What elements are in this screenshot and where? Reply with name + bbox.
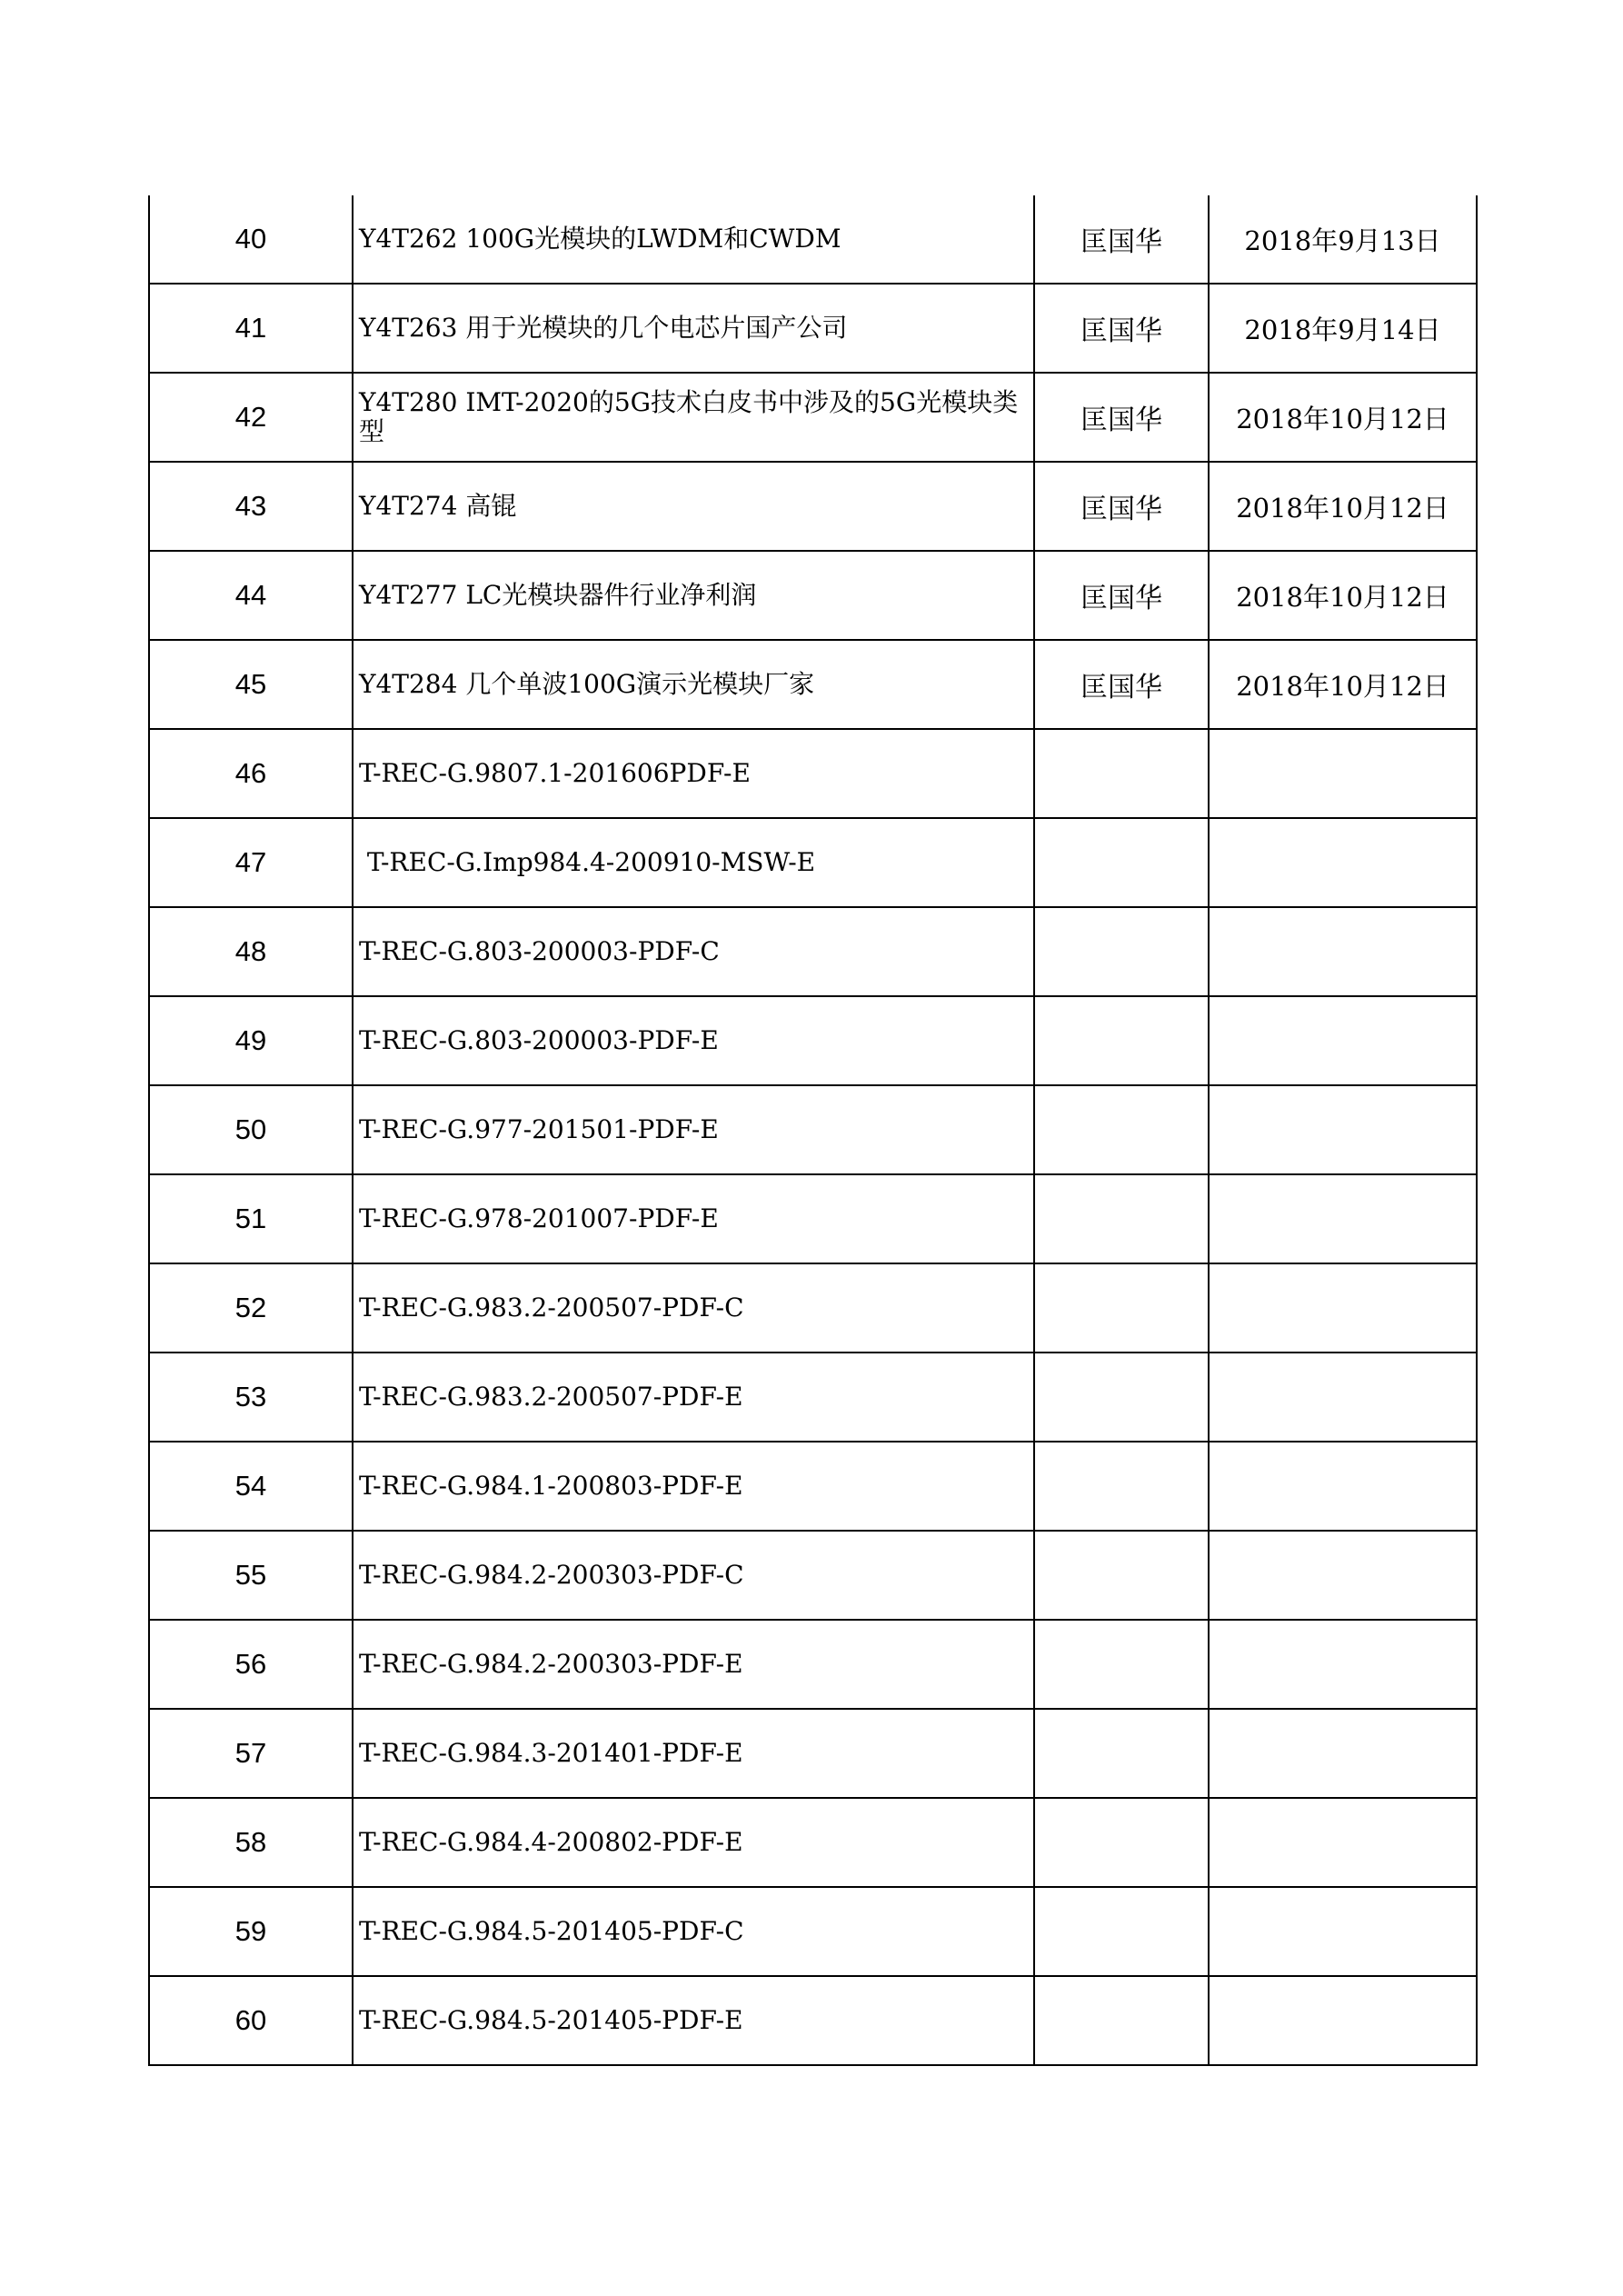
date-cell [1209, 1531, 1477, 1620]
author-cell [1034, 1709, 1209, 1798]
table-row [149, 996, 1477, 1085]
row-number-cell: 59 [149, 1887, 353, 1976]
row-number-cell: 53 [149, 1353, 353, 1442]
row-number-cell: 41 [149, 284, 353, 373]
table-body [149, 195, 1477, 2065]
author-cell [1034, 996, 1209, 1085]
row-number-cell: 57 [149, 1709, 353, 1798]
row-number-cell: 51 [149, 1174, 353, 1263]
author-cell: 匡国华 [1034, 373, 1209, 462]
table-row [149, 1353, 1477, 1442]
author-cell: 匡国华 [1034, 462, 1209, 551]
author-cell [1034, 729, 1209, 818]
date-cell: 2018年9月13日 [1209, 195, 1477, 284]
document-title-cell: T-REC-G.977-201501-PDF-E [353, 1085, 1034, 1174]
date-cell [1209, 1174, 1477, 1263]
row-number-cell: 44 [149, 551, 353, 640]
author-cell [1034, 1887, 1209, 1976]
row-number-cell: 52 [149, 1263, 353, 1353]
row-number-cell: 60 [149, 1976, 353, 2065]
table-row [149, 551, 1477, 640]
date-cell [1209, 1709, 1477, 1798]
date-cell [1209, 1798, 1477, 1887]
date-cell [1209, 1620, 1477, 1709]
date-cell [1209, 818, 1477, 907]
table-row [149, 195, 1477, 284]
author-cell [1034, 1085, 1209, 1174]
document-title-cell: T-REC-G.Imp984.4-200910-MSW-E [353, 818, 1034, 907]
date-cell: 2018年10月12日 [1209, 551, 1477, 640]
table-row [149, 1442, 1477, 1531]
document-title-cell: T-REC-G.984.3-201401-PDF-E [353, 1709, 1034, 1798]
date-cell [1209, 1976, 1477, 2065]
author-cell [1034, 1174, 1209, 1263]
document-title-cell: T-REC-G.984.5-201405-PDF-E [353, 1976, 1034, 2065]
row-number-cell: 43 [149, 462, 353, 551]
row-number-cell: 54 [149, 1442, 353, 1531]
document-title-cell: Y4T277 LC光模块器件行业净利润 [353, 551, 1034, 640]
document-title-cell: T-REC-G.984.1-200803-PDF-E [353, 1442, 1034, 1531]
author-cell [1034, 1620, 1209, 1709]
document-title-cell: T-REC-G.9807.1-201606PDF-E [353, 729, 1034, 818]
author-cell [1034, 818, 1209, 907]
row-number-cell: 56 [149, 1620, 353, 1709]
author-cell [1034, 1531, 1209, 1620]
table-row [149, 1085, 1477, 1174]
date-cell [1209, 1263, 1477, 1353]
document-title-cell: Y4T274 高锟 [353, 462, 1034, 551]
document-title-cell: T-REC-G.984.2-200303-PDF-E [353, 1620, 1034, 1709]
date-cell: 2018年10月12日 [1209, 640, 1477, 729]
row-number-cell: 46 [149, 729, 353, 818]
table-row [149, 907, 1477, 996]
document-title-cell: Y4T262 100G光模块的LWDM和CWDM [353, 195, 1034, 284]
document-title-cell: T-REC-G.984.5-201405-PDF-C [353, 1887, 1034, 1976]
table-row [149, 1620, 1477, 1709]
date-cell [1209, 1442, 1477, 1531]
author-cell: 匡国华 [1034, 284, 1209, 373]
table-row [149, 1976, 1477, 2065]
author-cell: 匡国华 [1034, 640, 1209, 729]
author-cell [1034, 1798, 1209, 1887]
table-row [149, 640, 1477, 729]
row-number-cell: 45 [149, 640, 353, 729]
document-title-cell: T-REC-G.983.2-200507-PDF-E [353, 1353, 1034, 1442]
row-number-cell: 49 [149, 996, 353, 1085]
table-row [149, 818, 1477, 907]
date-cell [1209, 907, 1477, 996]
document-table [148, 195, 1478, 2066]
row-number-cell: 42 [149, 373, 353, 462]
table-row [149, 462, 1477, 551]
table-row [149, 1798, 1477, 1887]
table-row [149, 284, 1477, 373]
author-cell [1034, 1976, 1209, 2065]
author-cell [1034, 1353, 1209, 1442]
document-title-cell: T-REC-G.983.2-200507-PDF-C [353, 1263, 1034, 1353]
author-cell [1034, 1442, 1209, 1531]
document-title-cell: Y4T280 IMT-2020的5G技术白皮书中涉及的5G光模块类型 [353, 373, 1034, 462]
author-cell: 匡国华 [1034, 551, 1209, 640]
row-number-cell: 47 [149, 818, 353, 907]
row-number-cell: 58 [149, 1798, 353, 1887]
date-cell [1209, 996, 1477, 1085]
table-row [149, 1174, 1477, 1263]
table-row [149, 373, 1477, 462]
document-title-cell: T-REC-G.978-201007-PDF-E [353, 1174, 1034, 1263]
table-row [149, 1263, 1477, 1353]
document-title-cell: T-REC-G.803-200003-PDF-C [353, 907, 1034, 996]
table-row [149, 1887, 1477, 1976]
table-row [149, 1531, 1477, 1620]
date-cell: 2018年10月12日 [1209, 373, 1477, 462]
document-title-cell: T-REC-G.803-200003-PDF-E [353, 996, 1034, 1085]
author-cell [1034, 907, 1209, 996]
date-cell [1209, 1887, 1477, 1976]
date-cell [1209, 729, 1477, 818]
table-row [149, 729, 1477, 818]
table-row [149, 1709, 1477, 1798]
author-cell [1034, 1263, 1209, 1353]
date-cell: 2018年10月12日 [1209, 462, 1477, 551]
author-cell: 匡国华 [1034, 195, 1209, 284]
row-number-cell: 50 [149, 1085, 353, 1174]
date-cell: 2018年9月14日 [1209, 284, 1477, 373]
document-title-cell: Y4T284 几个单波100G演示光模块厂家 [353, 640, 1034, 729]
document-title-cell: T-REC-G.984.2-200303-PDF-C [353, 1531, 1034, 1620]
row-number-cell: 55 [149, 1531, 353, 1620]
date-cell [1209, 1353, 1477, 1442]
row-number-cell: 40 [149, 195, 353, 284]
date-cell [1209, 1085, 1477, 1174]
row-number-cell: 48 [149, 907, 353, 996]
document-title-cell: T-REC-G.984.4-200802-PDF-E [353, 1798, 1034, 1887]
document-title-cell: Y4T263 用于光模块的几个电芯片国产公司 [353, 284, 1034, 373]
